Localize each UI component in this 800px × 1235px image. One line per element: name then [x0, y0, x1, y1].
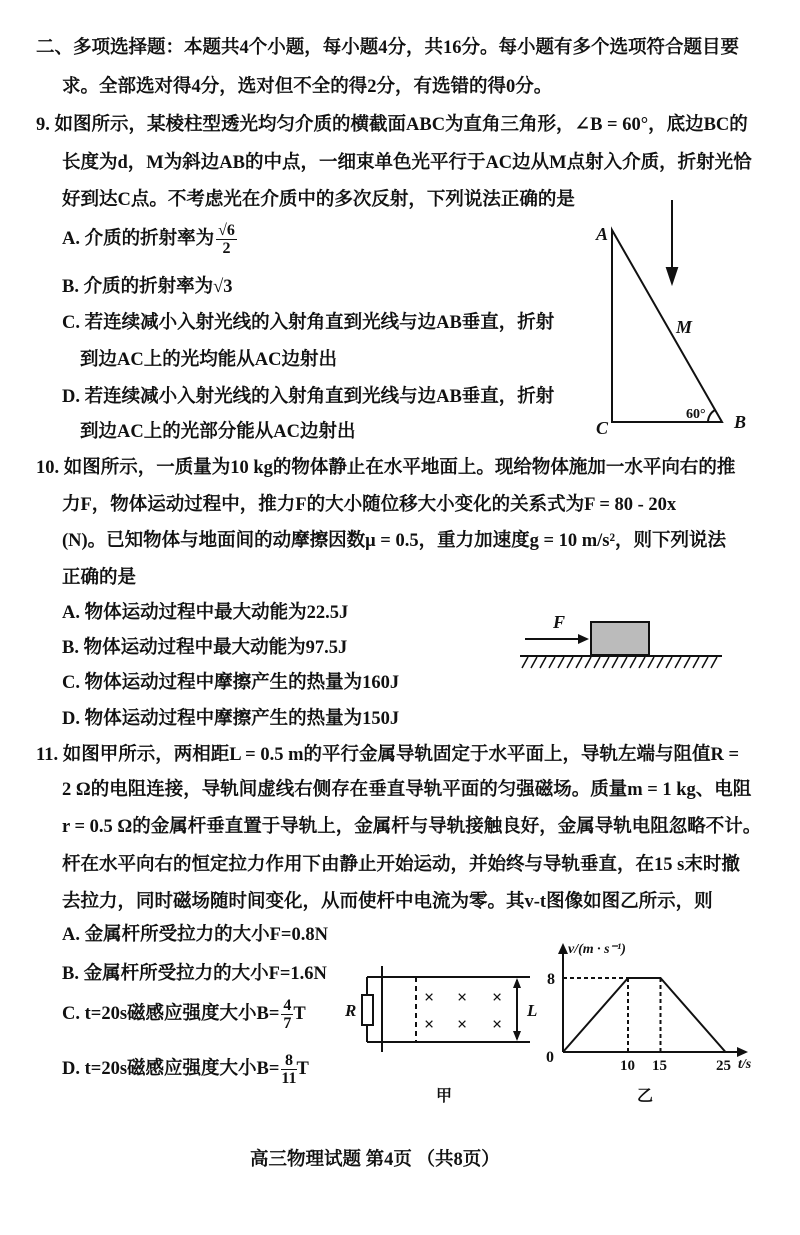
- hatch-mark: [621, 657, 627, 668]
- q10-stem: 力F，物体运动过程中，推力F的大小随位移大小变化的关系式为F = 80 - 20x: [62, 495, 677, 515]
- q11-circuit-figure: [362, 966, 530, 1052]
- y-axis-label: v/(m · s⁻¹): [568, 942, 626, 957]
- hatch-mark: [639, 657, 645, 668]
- q11-option-d: D. t=20s磁感应强度大小B= $\frac{8}{11}$ T: [62, 1052, 309, 1087]
- length-label: L: [527, 1001, 538, 1020]
- q11-stem: 2 Ω的电阻连接，导轨间虚线右侧存在垂直导轨平面的匀强磁场。质量m = 1 kg、电阻: [62, 780, 752, 800]
- q9-stem: 好到达C点。不考虑光在介质中的多次反射，下列说法正确的是: [62, 190, 575, 210]
- hatch-mark: [702, 657, 708, 668]
- label-angle: 60°: [686, 407, 706, 422]
- arrow-head-icon: [513, 978, 521, 988]
- triangle-abc: [612, 230, 722, 422]
- q11-stem: r = 0.5 Ω的金属杆垂直置于导轨上，金属杆与导轨接触良好，金属导轨电阻忽略不计。: [62, 817, 762, 837]
- hatch-mark: [648, 657, 654, 668]
- caption-jia: 甲: [436, 1088, 453, 1105]
- q9-option-a: A. 介质的折射率为 $\frac{√6}{2}$: [62, 222, 235, 257]
- hatch-mark: [612, 657, 618, 668]
- label-c: C: [596, 418, 609, 438]
- q9-option-d-cont: 到边AC上的光部分能从AC边射出: [80, 422, 356, 442]
- resistor: [362, 995, 373, 1025]
- ytick-8: 8: [547, 971, 555, 988]
- q9-option-b: B. 介质的折射率为√3: [62, 277, 233, 297]
- hatch-mark: [666, 657, 672, 668]
- hatch-mark: [675, 657, 681, 668]
- field-cross-icon: ×: [492, 1014, 503, 1034]
- q9-triangle-figure: [612, 200, 722, 422]
- angle-arc: [708, 410, 715, 422]
- hatch-mark: [585, 657, 591, 668]
- hatch-mark: [630, 657, 636, 668]
- arrow-head-icon: [737, 1047, 748, 1057]
- section-heading-cont: 求。全部选对得4分，选对但不全的得2分，有选错的得0分。: [62, 77, 553, 97]
- xtick-10: 10: [620, 1058, 635, 1074]
- field-cross-icon: ×: [457, 987, 468, 1007]
- hatch-mark: [693, 657, 699, 668]
- q10-stem: 正确的是: [62, 568, 137, 588]
- q10-option-d: D. 物体运动过程中摩擦产生的热量为150J: [62, 709, 400, 729]
- xtick-15: 15: [652, 1058, 667, 1074]
- q9-option-c: C. 若连续减小入射光线的入射角直到光线与边AB垂直，折射: [62, 313, 555, 333]
- label-b: B: [734, 412, 747, 432]
- q11-option-b: B. 金属杆所受拉力的大小F=1.6N: [62, 964, 327, 984]
- q11-stem: 11. 如图甲所示，两相距L = 0.5 m的平行金属导轨固定于水平面上，导轨左端与阻值R =: [36, 745, 740, 765]
- q11-stem: 去拉力，同时磁场随时间变化，从而使杆中电流为零。其v-t图像如图乙所示，则: [62, 892, 713, 912]
- arrow-head-icon: [558, 943, 568, 954]
- vt-series-line: [563, 978, 726, 1052]
- page-footer: 高三物理试题 第4页 （共8页）: [250, 1150, 500, 1170]
- q11-option-a: A. 金属杆所受拉力的大小F=0.8N: [62, 925, 328, 945]
- hatch-mark: [522, 657, 528, 668]
- block: [591, 622, 649, 655]
- hatch-mark: [558, 657, 564, 668]
- q11-option-c: C. t=20s磁感应强度大小B= $\frac{4}{7}$ T: [62, 997, 306, 1032]
- q10-option-c: C. 物体运动过程中摩擦产生的热量为160J: [62, 673, 400, 693]
- q10-stem: 10. 如图所示，一质量为10 kg的物体静止在水平地面上。现给物体施加一水平向右的推: [36, 458, 736, 478]
- arrow-head-icon: [513, 1031, 521, 1041]
- hatch-mark: [657, 657, 663, 668]
- section-heading: 二、多项选择题：本题共4个小题，每小题4分，共16分。每小题有多个选项符合题目要: [36, 38, 740, 58]
- origin-label: 0: [546, 1049, 554, 1066]
- hatch-mark: [576, 657, 582, 668]
- label-a: A: [596, 224, 609, 244]
- q9-option-d: D. 若连续减小入射光线的入射角直到光线与边AB垂直，折射: [62, 387, 555, 407]
- arrow-head-icon: [578, 634, 589, 644]
- field-cross-icon: ×: [492, 987, 503, 1007]
- hatch-mark: [684, 657, 690, 668]
- resistor-label: R: [345, 1001, 357, 1020]
- force-label: F: [553, 612, 566, 632]
- field-cross-icon: ×: [424, 1014, 435, 1034]
- hatch-mark: [540, 657, 546, 668]
- arrow-head-icon: [667, 268, 677, 283]
- hatch-mark: [594, 657, 600, 668]
- label-m: M: [676, 317, 693, 337]
- q11-vt-graph: [558, 943, 748, 1057]
- q11-stem: 杆在水平向右的恒定拉力作用下由静止开始运动，并始终与导轨垂直，在15 s末时撤: [62, 855, 740, 875]
- hatch-mark: [549, 657, 555, 668]
- hatch-mark: [603, 657, 609, 668]
- caption-yi: 乙: [637, 1088, 654, 1105]
- q9-stem: 9. 如图所示，某棱柱型透光均匀介质的横截面ABC为直角三角形，∠B = 60°，底边BC的: [36, 115, 748, 135]
- q10-option-b: B. 物体运动过程中最大动能为97.5J: [62, 638, 348, 658]
- q10-block-figure: [520, 622, 722, 668]
- xtick-25: 25: [716, 1058, 731, 1074]
- x-axis-label: t/s: [738, 1057, 752, 1072]
- hatch-mark: [711, 657, 717, 668]
- field-cross-icon: ×: [424, 987, 435, 1007]
- q9-option-c-cont: 到边AC上的光均能从AC边射出: [80, 350, 337, 370]
- q9-stem: 长度为d，M为斜边AB的中点，一细束单色光平行于AC边从M点射入介质，折射光恰: [62, 153, 752, 173]
- hatch-mark: [531, 657, 537, 668]
- q10-option-a: A. 物体运动过程中最大动能为22.5J: [62, 603, 349, 623]
- field-cross-icon: ×: [457, 1014, 468, 1034]
- hatch-mark: [567, 657, 573, 668]
- q10-stem: (N)。已知物体与地面间的动摩擦因数μ = 0.5，重力加速度g = 10 m/s²，则下列说法: [62, 531, 727, 551]
